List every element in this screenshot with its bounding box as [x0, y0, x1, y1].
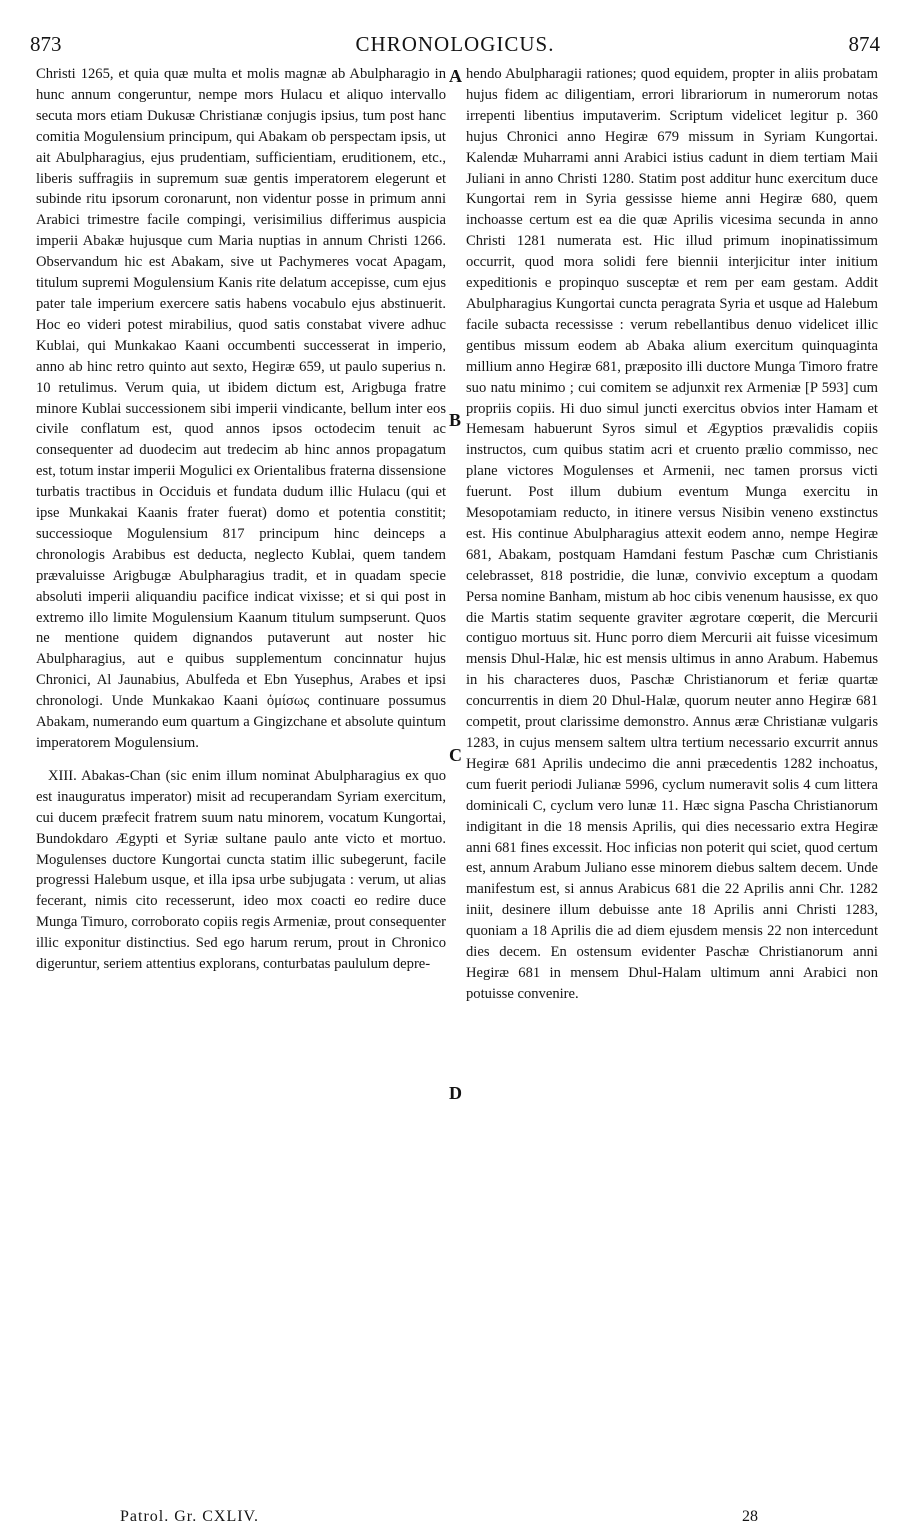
- margin-marker-b: B: [449, 410, 462, 430]
- left-paragraph-1: Christi 1265, et quia quæ multa et molis magnæ ab Abulpharagio in hunc annum congeruntur, nempe mors Hulacu et aliquo intervallo secuta mors etiam Dukusæ Christianæ conjugis ipsius, tum post hanc comitia Mogulensium principum, qui Abakam ob perspectam ipsis, ut ait Abulpharagius, ejus prudentiam, sufficientiam, eruditionem, etc., liberis suffragiis in supremum suæ gentis imperatorem elegerunt et subinde ritu ipsorum coronarunt, non videntur posse in primum anni Arabici trimestre facile compingi, verisimilius differimus auspicia imperii Abakæ hujusque cum Maria nuptias in annum Christi 1266. Observandum hic est Abakam, sive ut Pachymeres vocat Apagam, titulum supremi Mogulensium Kanis rite delatum accepisse, cum ejus pater tale imperium exercere satis habens vocabulo ejus abstinuerit. Hoc eo videri potest mirabilius, quod satis constabat vivere adhuc Kublai, qui Munkakao Kaani occumbenti successerat in imperio, anno ab hinc retro quinto aut sexto, Hegiræ 659, ut paulo superius n. 10 retulimus. Verum quia, ut ibidem dictum est, Arigbuga fratre minore Kublai successionem sibi imperii vindicante, bellum inter eos civile conflatum est, quod annos ipsos octodecim tenuit ac consequenter ad duodecim aut tredecim ab hinc annos propagatum est, totum instar imperii Mogulici ex Orientalibus fraterna dissensione turbatis tractibus in Occiduis et fundata dudum illic Hulacu (qui et ipse Munkakai Kaanis frater fuerat) domo et potentia constitit; successioque Mogulensium 817 principum hinc deinceps a chronologis Arabibus est deducta, neglecto Kublai, quem tandem prævaluisse Arigbugæ Abulpharagius tradit, et in quadam specie absoluti imperii aliquandiu pacifice indicat vixisse; et si qui post in extremo illo limite Mogulensium Kaanum titulum sumpserunt. Quos ne mentione quidem dignandos putaverunt aut noster hic Abulpharagius, aut e quibus supplementum concinnatur hujus Chronici, Al Jaunabius, Abulfeda et Ebn Yusephus, Arabes et ipsi chronologi. Unde Munkakao Kaani ὁμίσως continuare possumus Abakam, numerando eum quartum a Gingizchane et absolute quintum imperatorem Mogulensium.: [36, 66, 446, 751]
- margin-marker-c: C: [449, 745, 462, 765]
- footer-signature-number: 28: [742, 1508, 758, 1525]
- right-column: [466, 64, 878, 1005]
- right-paragraph-1: hendo Abulpharagii rationes; quod equidem, propter in aliis probatam hujus fidem ac diligentiam, errori librariorum in numerorum notas irrepenti libentius imputaverim. Scriptum videlicet legitur p. 360 hujus Chronici anno Hegiræ 679 missum in Syriam Kungortai. Kalendæ Muharrami anni Arabici istius cadunt in diem tertiam Maii Juliani in anno Christi 1280. Statim post additur hunc exercitum duce Kungortai rem in Syria gessisse hieme anni Hegiræ 680, quem inchoasse certum est ea die quæ Aprilis vicesima secunda in anno Christi 1281 numerata est. Hic illud primum inopinatissimum occurrit, quod mora solidi fere biennii interjicitur inter initium expeditionis e propinquo susceptæ et rem per eam gestam. Addit Abulpharagius Kungortai cuncta peragrata Syria et usque ad Halebum facile subacta recessisse : verum rebellantibus denuo videlicet illic gentibus missum eodem ab Abaka alium exercitum quinquaginta millium anno Hegiræ 681, præposito illi ductore Munga Timoro fratre suo natu minimo ; cui comitem se adjunxit rex Armeniæ [P 593] cum propriis copiis. Hi duo simul juncti exercitus obvios inter Hamam et Hemesam habuerunt Syros simul et Ægyptios prævalidis copiis instructos, cum quibus statim acri et cruento prælio commisso, nec plane victores Mogulenses et Armenii, nec tamen prorsus victi fuerunt. Post illum dubium eventum Munga exercitu in Mesopotamiam reducto, in itinere versus Nisibin veneno exstinctus est. His continue Abulpharagius attexit eodem anno, nempe Hegiræ 681, Abakam, postquam Hamdani festum Paschæ cum Christianis celebrasset, 818 postridie, die lunæ, convivio exceptum a quodam Persa nomine Banham, mistum ab hoc cibis venenum hausisse, ex quo die Martis statim sequente graviter ægrotare cœperit, die Mercurii contiguo mortuus sit. Hunc porro diem Mercurii ait fuisse vicesimum mensis Dhul-Halæ, hic est mensis ultimus in anno Arabum. Habemus in his characteres duos, Paschæ Christianorum et feriæ quartæ concurrentis in diem 20 Dhul-Halæ, quorum neuter anno Hegiræ 681 competit, prout clarissime demonstro. Annus æræ Christianæ vulgaris 1283, in cujus mensem saltem ultra tertium necessario excurrit annus Hegiræ 681 Aprilis undecimo die anni præcedentis 1282 inchoatus, cum fuerit periodi Julianæ 5996, cyclum numeravit solis 4 cum littera dominicali C, cyclum vero lunæ 11. Hæc signa Pascha Christianorum indigitant in die 18 mensis Aprilis, qui dies necessario extra Hegiræ anni 681 fines excessit. Hoc inficias non poterit qui sciet, quod certum est, annum Arabum Juliano esse minorem diebus saltem decem. Unde manifestum est, si annus Arabicus 681 die 22 Aprilis anni Chr. 1282 iniit, desinere illum debuisse ante 18 Aprilis anni Christi 1283, quoniam a 18 Aprilis die ad diem ejusdem mensis 22 non intercedunt dies decem. En ostensum evidenter Paschæ Christianorum anni Hegiræ 681 in mensem Dhul-Halam ultimum anni Arabici non potuisse convenire.: [466, 66, 878, 1002]
- page-title: CHRONOLOGICUS.: [355, 32, 555, 56]
- margin-marker-a: A: [449, 66, 462, 86]
- left-column: [36, 64, 446, 975]
- page-number-right: 874: [848, 32, 880, 56]
- running-header: [30, 32, 880, 60]
- page-number-left: 873: [30, 32, 62, 56]
- footer-source: Patrol. Gr. CXLIV.: [120, 1508, 260, 1525]
- margin-marker-d: D: [449, 1083, 462, 1103]
- left-paragraph-2: XIII. Abakas-Chan (sic enim illum nominat Abulpharagius ex quo est inauguratus imperator) misit ad recuperandam Syriam exercitum, cui ducem præfecit fratrem suum natu minorem, vocatum Kungortai, Bundokdaro Ægypti et Syriæ sultane paulo ante victo et mortuo. Mogulenses ductore Kungortai cuncta statim illic subegerunt, facile progressi Halebum usque, et illa ipsa urbe subjugata : verum, ut alias fecerant, nimis cito recesserunt, ideo mox coacti eo redire duce Munga Timuro, corroborato copiis regis Armeniæ, prout consequenter illic exponitur distinctius. Sed ego harum rerum, prout in Chronico digeruntur, seriem attentius explorans, conturbatas paululum depre-: [36, 767, 446, 973]
